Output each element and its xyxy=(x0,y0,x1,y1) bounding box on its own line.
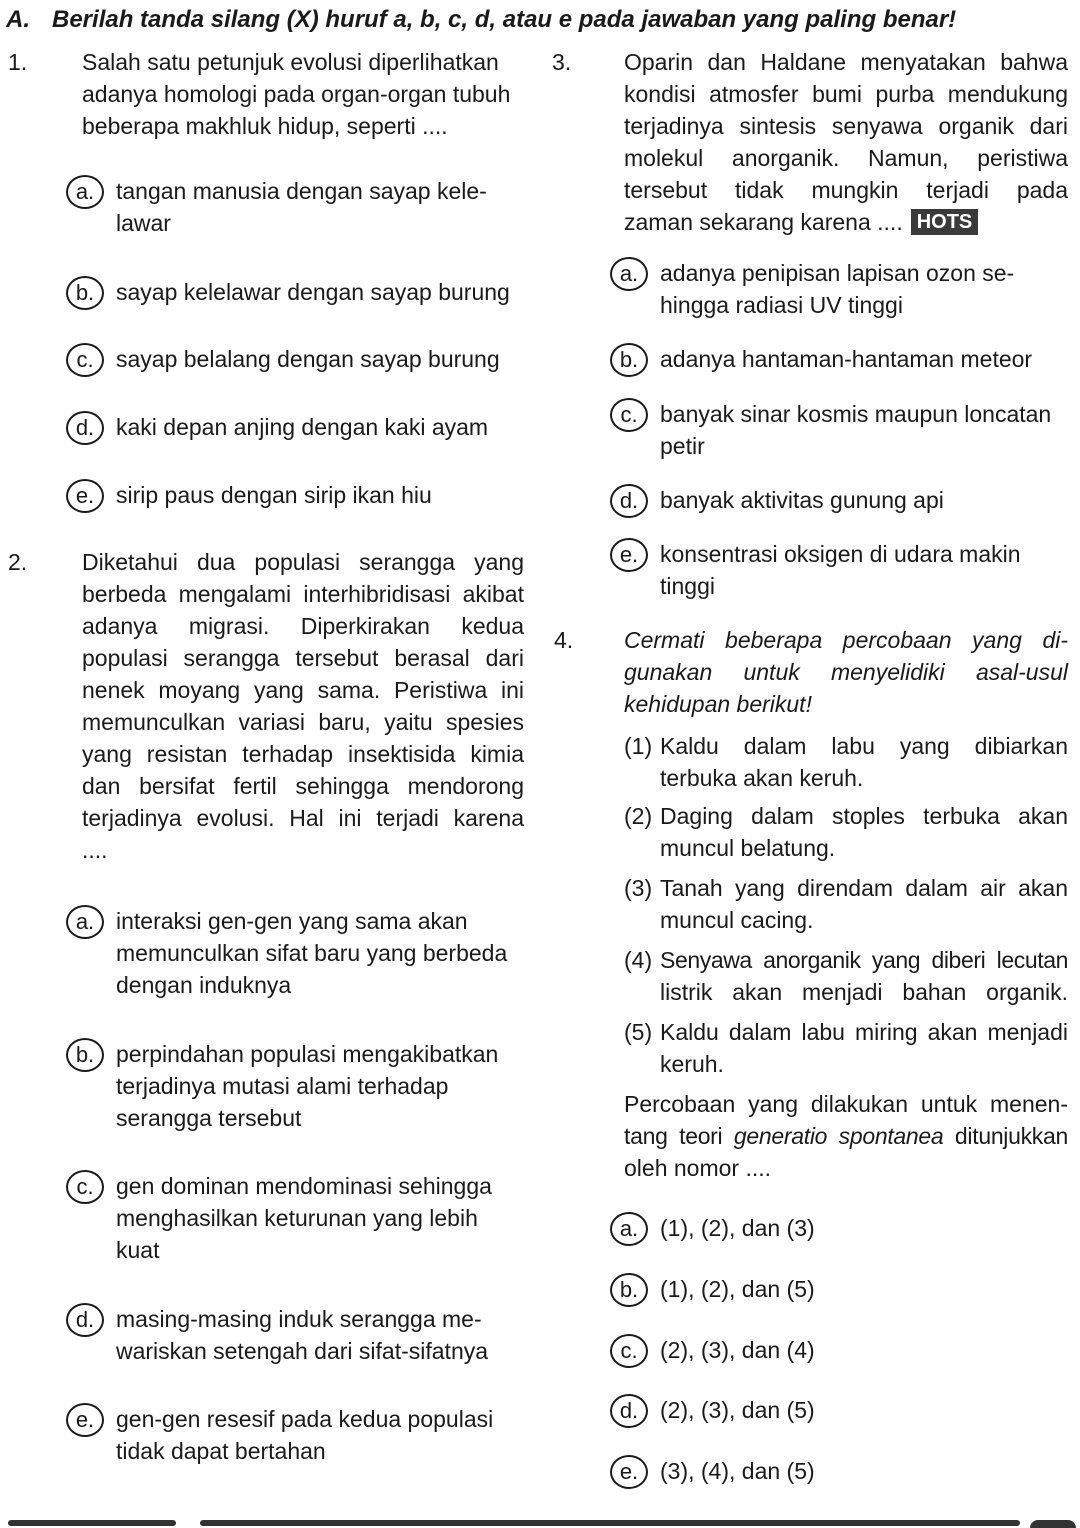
option-letter[interactable]: c. xyxy=(66,1170,104,1204)
option-line: kuat xyxy=(116,1237,160,1263)
option-line: adanya penipisan lapisan ozon se- xyxy=(660,260,1015,286)
option-letter[interactable]: c. xyxy=(66,343,104,377)
item-number: (5) xyxy=(624,1019,653,1045)
option-line: wariskan setengah dari sifat-sifatnya xyxy=(116,1338,489,1364)
option-line: serangga tersebut xyxy=(116,1105,302,1131)
q3-number: 3. xyxy=(552,49,572,75)
q3-line: tersebut tidak mungkin terjadi pada xyxy=(624,177,1068,203)
option-line: banyak sinar kosmis maupun loncatan xyxy=(660,401,1052,427)
q1-line: Salah satu petunjuk evolusi diperlihatkan xyxy=(82,49,499,75)
option-line: konsentrasi oksigen di udara makin xyxy=(660,541,1021,567)
option-letter[interactable]: c. xyxy=(610,1334,648,1368)
option-letter[interactable]: e. xyxy=(610,1455,648,1489)
q1-line: adanya homologi pada organ-organ tubuh xyxy=(82,81,511,107)
option-text xyxy=(116,1038,498,1134)
q3-line: kondisi atmosfer bumi purba mendukung xyxy=(624,81,1068,107)
option-line: dengan induknya xyxy=(116,972,292,998)
hots-badge: HOTS xyxy=(911,209,979,235)
item-number: (3) xyxy=(624,875,653,901)
option-letter[interactable]: d. xyxy=(610,484,648,518)
q3-line: zaman sekarang karena .... HOTS xyxy=(624,206,1068,238)
option-text: (2), (3), dan (5) xyxy=(660,1397,815,1423)
option-letter[interactable]: a. xyxy=(66,175,104,209)
item-text: Senyawa anorganik yang diberi lecutan listrik akan menjadi bahan organik. xyxy=(660,947,1068,1005)
item-text: Kaldu dalam labu yang dibiarkan terbuka akan keruh. xyxy=(660,733,1068,791)
option-text: banyak aktivitas gunung api xyxy=(660,487,944,513)
q2-line: adanya migrasi. Diperkirakan kedua xyxy=(82,613,524,639)
q4-line: Cermati beberapa percobaan yang di- xyxy=(624,627,1068,653)
q3-line: molekul anorganik. Namun, peristiwa xyxy=(624,145,1068,171)
q2-number: 2. xyxy=(8,549,28,575)
option-text: sayap kelelawar dengan sayap burung xyxy=(116,279,510,305)
option-text xyxy=(116,175,487,239)
option-text: (1), (2), dan (5) xyxy=(660,1276,815,1302)
footer-rule-right xyxy=(1030,1520,1076,1528)
option-text: adanya hantaman-hantaman meteor xyxy=(660,346,1033,372)
footer-rule-main xyxy=(200,1520,1020,1526)
q2-line: terjadinya evolusi. Hal ini terjadi karena xyxy=(82,805,524,831)
option-line: interaksi gen-gen yang sama akan xyxy=(116,908,468,934)
q2-line: berbeda mengalami interhibridisasi akibat xyxy=(82,581,524,607)
option-line: perpindahan populasi mengakibatkan xyxy=(116,1041,499,1067)
option-letter[interactable]: b. xyxy=(610,1273,648,1307)
item-number: (1) xyxy=(624,733,653,759)
option-text xyxy=(660,257,1014,321)
section-heading xyxy=(6,4,956,36)
footer-rule-left xyxy=(8,1520,176,1526)
option-text: (2), (3), dan (4) xyxy=(660,1337,815,1363)
q2-line: nenek moyang yang sama. Peristiwa ini xyxy=(82,677,524,703)
q2-line: Diketahui dua populasi serangga yang xyxy=(82,549,524,575)
q4-closing-line: Percobaan yang dilakukan untuk menen- xyxy=(624,1091,1068,1117)
option-text: sayap belalang dengan sayap burung xyxy=(116,346,500,372)
option-letter[interactable]: b. xyxy=(66,1038,104,1072)
option-letter[interactable]: d. xyxy=(66,1303,104,1337)
option-text xyxy=(660,398,1051,462)
option-letter[interactable]: e. xyxy=(610,538,648,572)
option-letter[interactable]: a. xyxy=(610,257,648,291)
q4-closing-line: tang teori generatio spontanea ditunjukkan xyxy=(624,1123,1068,1149)
item-text: Kaldu dalam labu miring akan menjadi keruh. xyxy=(660,1019,1068,1077)
option-text xyxy=(660,538,1021,602)
option-text: sirip paus dengan sirip ikan hiu xyxy=(116,482,432,508)
option-line: gen dominan mendominasi sehingga xyxy=(116,1173,492,1199)
option-text: (1), (2), dan (3) xyxy=(660,1215,815,1241)
option-line: lawar xyxy=(116,210,171,236)
item-text: Daging dalam stoples terbuka akan muncul belatung. xyxy=(660,803,1068,861)
option-letter[interactable]: b. xyxy=(610,343,648,377)
option-letter[interactable]: b. xyxy=(66,276,104,310)
q1-number: 1. xyxy=(8,49,28,75)
q2-line: .... xyxy=(82,837,108,863)
option-letter[interactable]: a. xyxy=(610,1212,648,1246)
option-text xyxy=(116,1303,488,1367)
option-line: tangan manusia dengan sayap kele- xyxy=(116,178,487,204)
option-letter[interactable]: e. xyxy=(66,479,104,513)
q4-closing xyxy=(624,1088,1068,1184)
section-instruction: Berilah tanda silang (X) huruf a, b, c, d, atau e pada jawaban yang paling benar! xyxy=(52,6,957,33)
option-text: kaki depan anjing dengan kaki ayam xyxy=(116,414,489,440)
q4-line: gunakan untuk menyelidiki asal-usul xyxy=(624,659,1068,685)
option-line: tidak dapat bertahan xyxy=(116,1438,326,1464)
option-text: (3), (4), dan (5) xyxy=(660,1458,815,1484)
q3-line: Oparin dan Haldane menyatakan bahwa xyxy=(624,49,1068,75)
q2-line: dan bersifat fertil sehingga mendorong xyxy=(82,773,524,799)
q2-stem xyxy=(82,546,524,866)
q4-stem xyxy=(624,624,1068,720)
section-letter: A. xyxy=(6,6,30,33)
option-text xyxy=(116,1170,492,1266)
option-line: tinggi xyxy=(660,573,715,599)
q4-closing-line: oleh nomor .... xyxy=(624,1155,772,1181)
option-text xyxy=(116,905,507,1001)
option-letter[interactable]: e. xyxy=(66,1403,104,1437)
option-line: terjadinya mutasi alami terhadap xyxy=(116,1073,449,1099)
q2-line: memunculkan variasi baru, yaitu spesies xyxy=(82,709,524,735)
option-line: hingga radiasi UV tinggi xyxy=(660,292,903,318)
item-number: (4) xyxy=(624,947,653,973)
option-line: masing-masing induk serangga me- xyxy=(116,1306,482,1332)
option-letter[interactable]: d. xyxy=(610,1394,648,1428)
q4-line: kehidupan berikut! xyxy=(624,691,812,717)
option-letter[interactable]: c. xyxy=(610,398,648,432)
item-number: (2) xyxy=(624,803,653,829)
option-line: memunculkan sifat baru yang berbeda xyxy=(116,940,508,966)
q1-stem xyxy=(82,46,524,142)
option-text xyxy=(116,1403,493,1467)
option-line: menghasilkan keturunan yang lebih xyxy=(116,1205,478,1231)
q4-number: 4. xyxy=(554,627,574,653)
option-letter[interactable]: d. xyxy=(66,411,104,445)
q3-line: terjadinya sintesis senyawa organik dari xyxy=(624,113,1068,139)
q3-stem xyxy=(624,46,1068,238)
option-line: petir xyxy=(660,433,705,459)
option-line: gen-gen resesif pada kedua populasi xyxy=(116,1406,494,1432)
q2-line: yang resistan terhadap insektisida kimia xyxy=(82,741,524,767)
q2-line: populasi serangga tersebut berasal dari xyxy=(82,645,524,671)
item-text: Tanah yang direndam dalam air akan muncul cacing. xyxy=(660,875,1068,933)
option-letter[interactable]: a. xyxy=(66,905,104,939)
q1-line: beberapa makhluk hidup, seperti .... xyxy=(82,113,448,139)
